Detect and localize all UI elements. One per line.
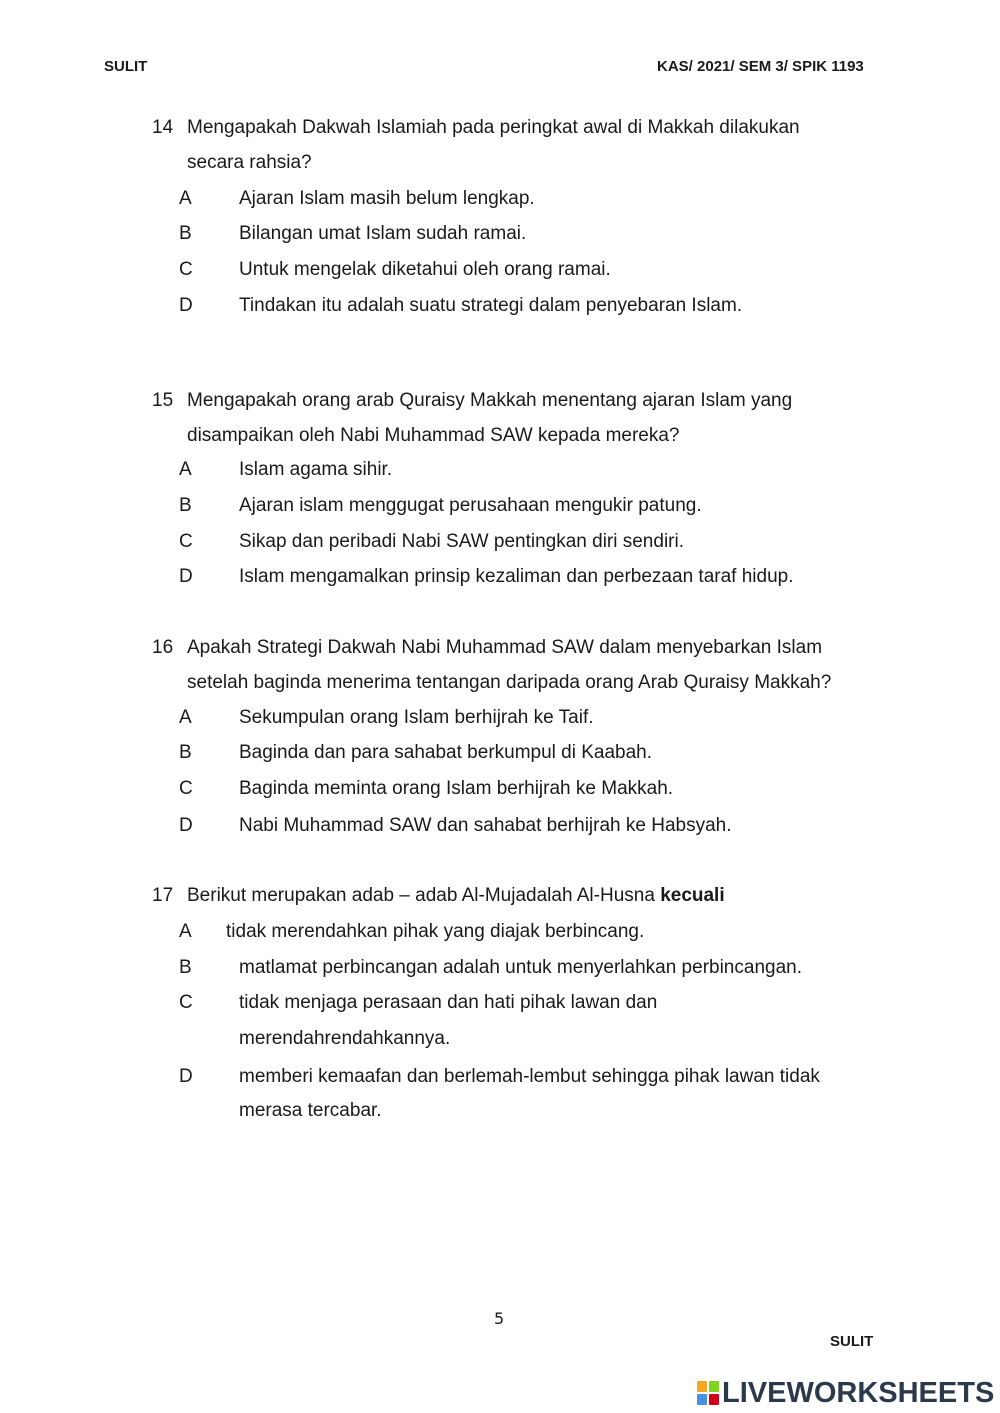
liveworksheets-logo-text: LIVEWORKSHEETS xyxy=(722,1376,995,1409)
option-letter: A xyxy=(179,921,192,942)
question-number: 16 xyxy=(152,637,174,658)
option-text: Nabi Muhammad SAW dan sahabat berhijrah ke Habsyah. xyxy=(239,815,732,836)
option-text: Tindakan itu adalah suatu strategi dalam penyebaran Islam. xyxy=(239,295,743,316)
option-letter: D xyxy=(179,566,193,587)
question-stem-line: secara rahsia? xyxy=(187,152,312,173)
option-letter: A xyxy=(179,707,192,728)
question-number: 14 xyxy=(152,117,174,138)
option-text: Baginda meminta orang Islam berhijrah ke Makkah. xyxy=(239,778,674,799)
question-stem-text: Berikut merupakan adab – adab Al-Mujadalah Al-Husna xyxy=(187,885,661,906)
option-text-line: tidak menjaga perasaan dan hati pihak lawan dan xyxy=(239,992,658,1013)
option-letter: C xyxy=(179,259,193,280)
option-letter: D xyxy=(179,815,193,836)
question-stem-line: Mengapakah orang arab Quraisy Makkah menentang ajaran Islam yang xyxy=(187,390,793,411)
footer-sulit: SULIT xyxy=(830,1333,874,1350)
option-text: tidak merendahkan pihak yang diajak berbincang. xyxy=(226,921,645,942)
option-text: Untuk mengelak diketahui oleh orang ramai. xyxy=(239,259,611,280)
option-text: Baginda dan para sahabat berkumpul di Kaabah. xyxy=(239,742,653,763)
question-stem-line: Mengapakah Dakwah Islamiah pada peringkat awal di Makkah dilakukan xyxy=(187,117,800,138)
option-text: Ajaran islam menggugat perusahaan mengukir patung. xyxy=(239,495,702,516)
option-letter: B xyxy=(179,742,192,763)
question-number: 15 xyxy=(152,390,174,411)
header-left: SULIT xyxy=(104,58,148,75)
option-letter: B xyxy=(179,957,192,978)
option-letter: A xyxy=(179,459,192,480)
logo-tile xyxy=(709,1381,719,1392)
option-letter: C xyxy=(179,992,193,1013)
option-letter: C xyxy=(179,531,193,552)
option-letter: B xyxy=(179,223,192,244)
page-number: 5 xyxy=(494,1309,505,1328)
option-text: Bilangan umat Islam sudah ramai. xyxy=(239,223,527,244)
option-letter: D xyxy=(179,295,193,316)
question-stem-line: Apakah Strategi Dakwah Nabi Muhammad SAW dalam menyebarkan Islam xyxy=(187,637,823,658)
question-stem-line: setelah baginda menerima tentangan daripada orang Arab Quraisy Makkah? xyxy=(187,672,832,693)
option-text-line: merendahrendahkannya. xyxy=(239,1028,451,1049)
option-text: matlamat perbincangan adalah untuk menyerlahkan perbincangan. xyxy=(239,957,802,978)
option-letter: A xyxy=(179,188,192,209)
option-text: Sekumpulan orang Islam berhijrah ke Taif. xyxy=(239,707,594,728)
logo-tile xyxy=(697,1394,707,1405)
option-letter: D xyxy=(179,1066,193,1087)
liveworksheets-logo[interactable] xyxy=(697,1378,994,1408)
option-letter: C xyxy=(179,778,193,799)
option-text: Islam mengamalkan prinsip kezaliman dan perbezaan taraf hidup. xyxy=(239,566,794,587)
option-letter: B xyxy=(179,495,192,516)
option-text-line: memberi kemaafan dan berlemah-lembut sehingga pihak lawan tidak xyxy=(239,1066,820,1087)
option-text: Islam agama sihir. xyxy=(239,459,393,480)
option-text-line: merasa tercabar. xyxy=(239,1100,382,1121)
logo-tile xyxy=(709,1394,719,1405)
option-text: Sikap dan peribadi Nabi SAW pentingkan diri sendiri. xyxy=(239,531,684,552)
question-stem-emphasis: kecuali xyxy=(660,885,725,906)
liveworksheets-logo-icon xyxy=(697,1381,719,1405)
option-text: Ajaran Islam masih belum lengkap. xyxy=(239,188,535,209)
question-number: 17 xyxy=(152,885,174,906)
header-right: KAS/ 2021/ SEM 3/ SPIK 1193 xyxy=(657,58,864,75)
question-stem-line: disampaikan oleh Nabi Muhammad SAW kepada mereka? xyxy=(187,425,680,446)
logo-tile xyxy=(697,1381,707,1392)
question-stem xyxy=(187,885,725,907)
